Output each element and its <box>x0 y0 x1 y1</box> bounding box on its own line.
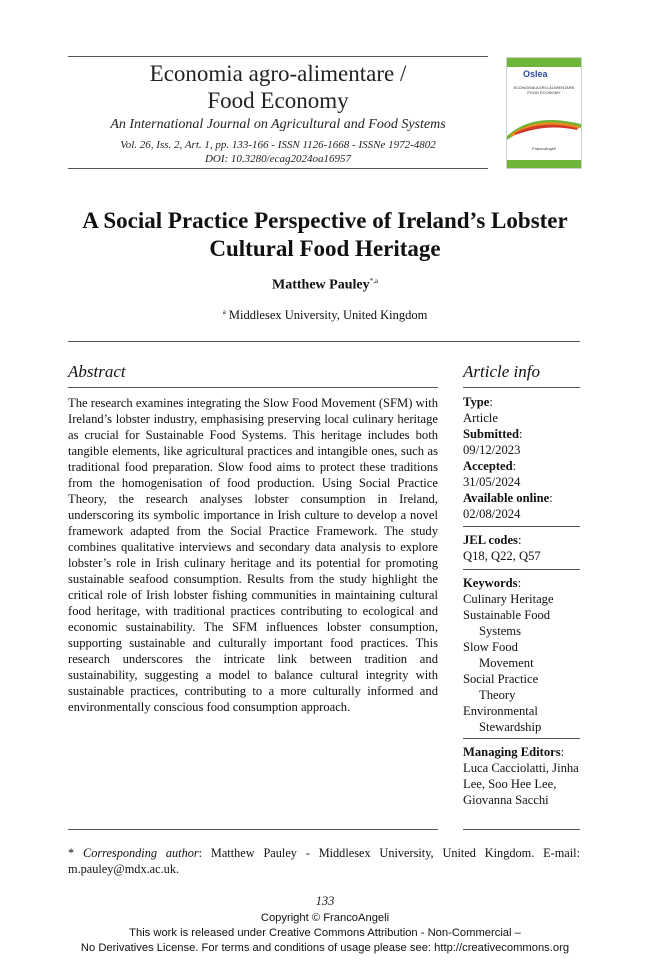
author-name: Matthew Pauley$^{*,a}$ <box>272 277 378 293</box>
author-affiliation: $^a$ Middlesex University, United Kingdom <box>222 308 428 323</box>
footnote-rule <box>68 829 438 830</box>
cover-publisher: FrancoAngeli <box>532 146 556 151</box>
keywords: Keywords: Culinary Heritage Sustainable Food Systems Slow Food Movement Social Practice Theory Environmental Stewardship <box>463 575 580 735</box>
keyword: Sustainable Food <box>463 608 551 622</box>
article-info-heading: Article info <box>463 362 540 381</box>
header-top-rule <box>68 56 488 57</box>
dates-rule <box>463 526 580 527</box>
keyword: Environmental <box>463 704 538 718</box>
journal-issn: Vol. 26, Iss. 2, Art. 1, pp. 133-166 - ISSN 1126-1668 - ISSNe 1972-4802 <box>120 139 436 151</box>
keyword: Slow Food <box>463 640 518 654</box>
journal-doi: DOI: 10.3280/ecag2024oa16957 <box>204 153 352 165</box>
abstract-heading: Abstract <box>68 362 126 381</box>
journal-meta <box>68 138 488 166</box>
corresponding-author-footnote: * Corresponding author: Matthew Pauley - Middlesex University, United Kingdom. E-mail: m.pauley@mdx.ac.uk. <box>68 846 581 876</box>
keyword: Culinary Heritage <box>463 592 554 606</box>
paper-title: A Social Practice Perspective of Ireland’s Lobster Cultural Food Heritage <box>82 208 568 261</box>
abstract-heading-rule <box>68 387 438 388</box>
jel-rule <box>463 569 580 570</box>
page-number: 133 <box>315 894 335 908</box>
keywords-rule <box>463 738 580 739</box>
article-dates: Type: Article Submitted: 09/12/2023 Accepted: 31/05/2024 Available online: 02/08/2024 <box>463 395 553 521</box>
header-bottom-rule <box>68 168 488 169</box>
abstract-body: The research examines integrating the Slow Food Movement (SFM) with Ireland’s lobster industry, emphasising preserving local culinary heritage as crucial for Sustainable Food Systems. This heritage includes both tangible elements, like agricultural practices and intangible ones, such as traditional food preparation. Slow food aims to protect these traditions from the homogenisation of food production. Using Social Practice Theory, the research analyses lobster consumption in Ireland, underscoring its symbolic importance in Irish culture to develop a novel framework adapted from the Social Practice Framework. The study combines qualitative interviews and secondary data analysis to explore lobster’s role in Irish culinary heritage and its potential for promoting sustainable seafood consumption. Results from the study highlight the critical role of Irish lobster fishing communities in maintaining cultural food heritage, with traditional practices contributing to ecological and economic sustainability. The SFM influences lobster consumption, supporting sustainable and culturally important food practices. This research underscores the intricate link between tradition and sustainability, suggesting a model to balance cultural integrity with sustainable practices, contributing to a more culturally informed and environmentally conscious food consumption approach. <box>68 396 438 714</box>
journal-title: Economia agro-alimentare / Food Economy <box>149 61 407 113</box>
managing-editors: Managing Editors: Luca Cacciolatti, Jinha Lee, Soo Hee Lee, Giovanna Sacchi <box>463 745 579 807</box>
cover-text: ECONOMIA AGRO-ALIMENTARE FOOD ECONOMY <box>513 85 575 95</box>
jel-codes: JEL codes: Q18, Q22, Q57 <box>463 533 541 563</box>
journal-subtitle: An International Journal on Agricultural and Food Systems <box>110 117 446 132</box>
editors-rule <box>463 829 580 830</box>
cover-logo: Oslea <box>523 69 548 79</box>
article-info-rule <box>463 387 580 388</box>
license-footer: Copyright © FrancoAngeli This work is released under Creative Commons Attribution - Non-Commercial – No Derivatives License. For terms and conditions of usage please see: http://creativecommons.org <box>80 912 570 954</box>
keyword: Social Practice <box>463 672 539 686</box>
cover-wave-graphic <box>507 110 581 144</box>
title-separator-rule <box>68 341 580 342</box>
journal-cover-image <box>506 57 582 169</box>
